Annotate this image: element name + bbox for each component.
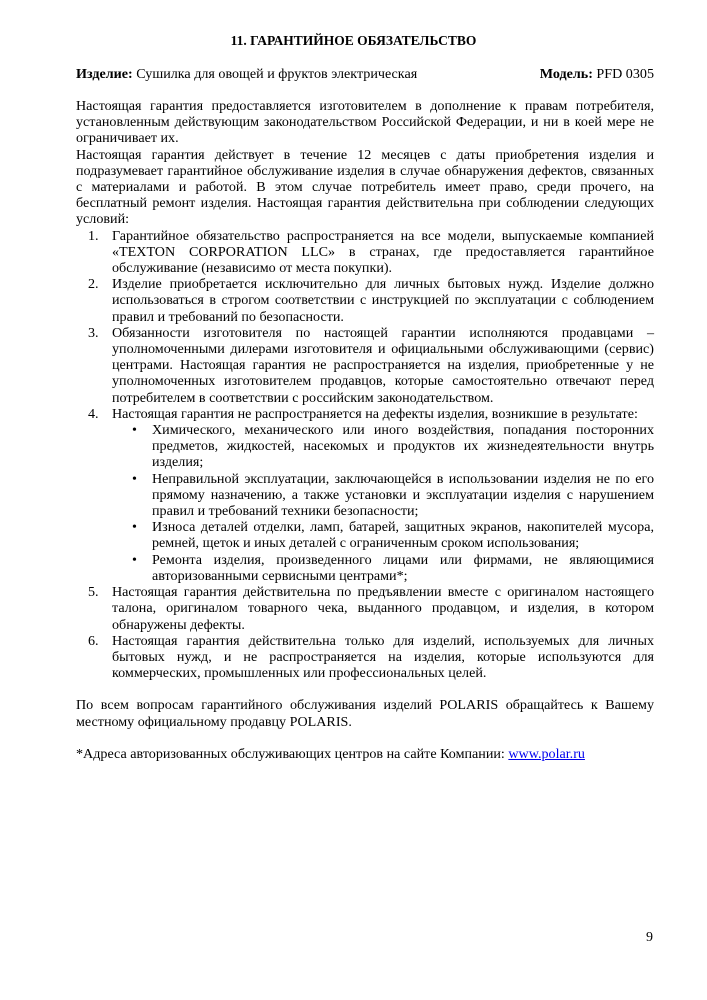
condition-number: 4.: [88, 405, 99, 422]
condition-number: 1.: [88, 227, 99, 244]
condition-text: Настоящая гарантия не распространяется на дефекты изделия, возникшие в результате:: [112, 405, 638, 422]
condition-item: [76, 325, 654, 406]
defect-text: Износа деталей отделки, ламп, батарей, защитных экранов, накопителей мусора, ремней, щеток и иных деталей с ограниченным сроком использования;: [152, 519, 654, 552]
condition-item: [76, 584, 654, 633]
conditions-list: [76, 228, 654, 682]
warranty-body: [76, 98, 654, 762]
product-value: Сушилка для овощей и фруктов электрическая: [132, 66, 418, 82]
condition-item: [76, 276, 654, 325]
defect-item: [76, 519, 654, 551]
condition-text: Настоящая гарантия действительна по предъявлении вместе с оригиналом настоящего талона, оригиналом товарного чека, выданного продавцом, и изделия, в котором обнаружены дефекты.: [112, 584, 654, 633]
defect-item: [76, 552, 654, 584]
defect-text: Неправильной эксплуатации, заключающейся в использовании изделия не по его прямому назначению, а также установки и эксплуатации изделия с нарушением правил и требований техники безопасности;: [152, 470, 654, 520]
page-number: 9: [646, 930, 653, 945]
model-value: PFD 0305: [592, 66, 654, 82]
intro-paragraph: Настоящая гарантия действует в течение 12 месяцев с даты приобретения изделия и подразумевает гарантийное обслуживание изделия в случае обнаружения дефектов, связанных с материалами и работой. В этом случае потребитель имеет право, среди прочего, на бесплатный ремонт изделия. Настоящая гарантия действительна при соблюдении следующих условий:: [76, 146, 654, 228]
condition-item: [76, 633, 654, 682]
condition-item: [76, 228, 654, 277]
defect-text: Ремонта изделия, произведенного лицами или фирмами, не являющимися авторизованными сервисными центрами*;: [152, 551, 654, 584]
condition-text: Гарантийное обязательство распространяется на все модели, выпускаемые компанией «TEXTON CORPORATION LLC» в странах, где предоставляется гарантийное обслуживание (независимо от места покупки).: [112, 227, 654, 277]
website-link[interactable]: www.polar.ru: [508, 745, 585, 762]
bullet-icon: •: [132, 422, 137, 439]
defect-item: [76, 422, 654, 471]
condition-number: 6.: [88, 632, 99, 649]
condition-text: Обязанности изготовителя по настоящей гарантии исполняются продавцами – уполномоченными дилерами изготовителя и официальными обслуживающими (сервис) центрами. Настоящая гарантия не распространяется на изделия, приобретенные у не уполномоченных изготовителем продавцов, которые самостоятельно отвечают перед потребителем в соответствии с российским законодательством.: [112, 324, 654, 406]
contact-paragraph: По всем вопросам гарантийного обслуживания изделий POLARIS обращайтесь к Вашему местному официальному продавцу POLARIS.: [76, 697, 654, 730]
model-label: Модель:: [539, 66, 593, 82]
condition-number: 5.: [88, 584, 99, 601]
footnote: [76, 746, 654, 762]
bullet-icon: •: [132, 470, 137, 487]
bullet-icon: •: [132, 519, 137, 536]
spacer: [76, 730, 654, 746]
defect-item: [76, 471, 654, 520]
bullet-icon: •: [132, 551, 137, 568]
product-label: Изделие:: [76, 66, 133, 82]
footnote-text: *Адреса авторизованных обслуживающих центров на сайте Компании:: [76, 745, 509, 762]
defects-list: [112, 422, 654, 584]
model-line: [540, 66, 654, 82]
product-line: [76, 66, 417, 82]
condition-number: 3.: [88, 324, 99, 341]
condition-number: 2.: [88, 276, 99, 293]
section-title: 11. ГАРАНТИЙНОЕ ОБЯЗАТЕЛЬСТВО: [230, 33, 477, 48]
intro-paragraph: Настоящая гарантия предоставляется изготовителем в дополнение к правам потребителя, установленным действующим законодательством Российской Федерации, и ни в коей мере не ограничивает их.: [76, 98, 654, 147]
condition-text: Настоящая гарантия действительна только для изделий, используемых для личных бытовых нужд, и не распространяется на изделия, которые используются для коммерческих, промышленных или профессиональных целей.: [112, 632, 654, 682]
spacer: [76, 681, 654, 697]
condition-item: [76, 406, 654, 584]
defect-text: Химического, механического или иного воздействия, попадания посторонних предметов, жидкостей, насекомых и продуктов их жизнедеятельности внутрь изделия;: [152, 422, 654, 471]
condition-text: Изделие приобретается исключительно для личных бытовых нужд. Изделие должно использоваться в строгом соответствии с инструкцией по эксплуатации с соблюдением правил и требований по безопасности.: [112, 276, 654, 325]
